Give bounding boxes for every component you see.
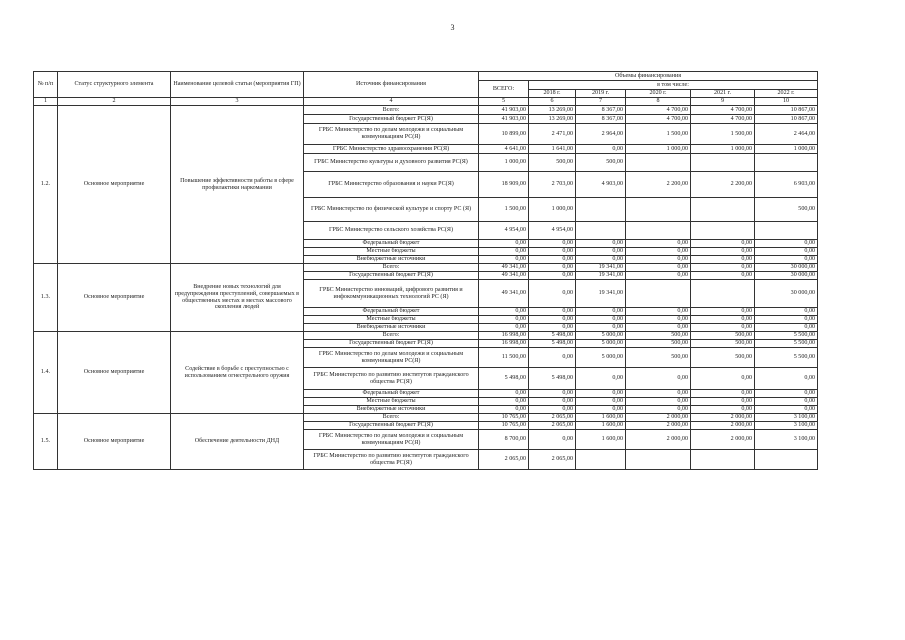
year-value: 0,00 [755,256,818,264]
column-number: 9 [691,98,755,106]
year-value: 1 000,00 [691,145,755,154]
year-value: 0,00 [529,256,576,264]
year-value [576,450,626,470]
year-value: 0,00 [626,324,691,332]
total-value: 10 765,00 [479,414,529,422]
total-value: 16 998,00 [479,332,529,340]
funding-source: ГРБС Министерство по делам молодежи и социальным коммуникациям РС(Я) [304,348,479,368]
year-value: 2 065,00 [529,422,576,430]
total-value: 41 903,00 [479,106,529,115]
funding-source: ГРБС Министерство инноваций, цифрового развития и инфокоммуникационных технологий РС (Я) [304,280,479,308]
group-status: Основное мероприятие [58,264,171,332]
year-value: 0,00 [755,390,818,398]
year-value: 0,00 [529,240,576,248]
funding-source: Местные бюджеты [304,398,479,406]
year-value: 0,00 [691,324,755,332]
year-value: 0,00 [691,398,755,406]
year-value: 0,00 [755,324,818,332]
year-value: 0,00 [529,398,576,406]
funding-source: Всего: [304,332,479,340]
year-value: 0,00 [576,390,626,398]
year-value: 2 000,00 [626,422,691,430]
funding-source: Государственный бюджет РС(Я) [304,340,479,348]
group-number: 1.4. [34,332,58,414]
group-status: Основное мероприятие [58,332,171,414]
year-value: 4 700,00 [626,106,691,115]
year-value: 2 200,00 [626,172,691,198]
year-value: 0,00 [691,316,755,324]
year-value: 0,00 [691,390,755,398]
year-value: 0,00 [626,316,691,324]
funding-source: Федеральный бюджет [304,308,479,316]
total-value: 1 000,00 [479,154,529,172]
year-value: 0,00 [529,308,576,316]
group-name: Повышение эффективности работы в сфере профилактики наркомании [171,106,304,264]
funding-source: Местные бюджеты [304,248,479,256]
year-value: 0,00 [626,248,691,256]
year-value: 0,00 [626,264,691,272]
year-value: 500,00 [576,154,626,172]
funding-source: Местные бюджеты [304,316,479,324]
year-value: 13 269,00 [529,106,576,115]
column-number: 5 [479,98,529,106]
group-name: Обеспечение деятельности ДНД [171,414,304,470]
year-value: 0,00 [691,308,755,316]
year-value: 30 000,00 [755,280,818,308]
year-value: 0,00 [529,390,576,398]
header-name: Наименование целевой статьи (мероприятия ГП) [171,72,304,98]
group-number: 1.5. [34,414,58,470]
total-value: 49 341,00 [479,264,529,272]
year-value: 5 000,00 [576,332,626,340]
year-value: 0,00 [755,398,818,406]
year-value [691,450,755,470]
year-value [755,222,818,240]
year-value [626,222,691,240]
year-value: 3 100,00 [755,430,818,450]
group-status: Основное мероприятие [58,106,171,264]
total-value: 49 341,00 [479,272,529,280]
header-row-1 [34,72,818,81]
year-value: 0,00 [529,406,576,414]
total-value: 0,00 [479,324,529,332]
total-value: 10 899,00 [479,124,529,145]
year-value: 0,00 [576,240,626,248]
year-value [755,154,818,172]
year-value [755,450,818,470]
year-value: 0,00 [576,398,626,406]
total-value: 0,00 [479,398,529,406]
header-year: 2021 г. [691,90,755,98]
year-value: 30 000,00 [755,264,818,272]
header-year: 2020 г. [626,90,691,98]
column-number: 1 [34,98,58,106]
year-value: 5 500,00 [755,348,818,368]
year-value: 1 641,00 [529,145,576,154]
year-value: 5 500,00 [755,332,818,340]
year-value: 2 065,00 [529,450,576,470]
year-value: 0,00 [576,145,626,154]
group-number: 1.2. [34,106,58,264]
total-value: 0,00 [479,316,529,324]
header-volumes: Объемы финансирования [479,72,818,81]
year-value: 6 903,00 [755,172,818,198]
column-number: 10 [755,98,818,106]
year-value: 5 498,00 [529,368,576,390]
financing-table [33,71,818,470]
column-number: 3 [171,98,304,106]
year-value: 500,00 [755,198,818,222]
total-value: 4 954,00 [479,222,529,240]
year-value: 0,00 [626,240,691,248]
year-value: 0,00 [626,308,691,316]
year-value: 2 065,00 [529,414,576,422]
funding-source: Государственный бюджет РС(Я) [304,272,479,280]
funding-source: ГРБС Министерство сельского хозяйства РС(Я) [304,222,479,240]
year-value: 3 100,00 [755,414,818,422]
year-value: 0,00 [529,316,576,324]
year-value: 0,00 [691,264,755,272]
year-value: 500,00 [626,332,691,340]
year-value [626,198,691,222]
column-number: 6 [529,98,576,106]
total-value: 0,00 [479,256,529,264]
year-value: 5 498,00 [529,340,576,348]
total-value: 0,00 [479,240,529,248]
year-value: 4 700,00 [626,115,691,124]
year-value: 1 000,00 [529,198,576,222]
year-value: 1 000,00 [626,145,691,154]
page-number: 3 [450,23,455,32]
funding-source: ГРБС Министерство по физической культуре и спорту РС (Я) [304,198,479,222]
year-value [576,222,626,240]
year-value: 2 000,00 [626,414,691,422]
year-value: 0,00 [691,368,755,390]
table-row [34,414,818,422]
year-value: 0,00 [529,324,576,332]
year-value: 2 471,00 [529,124,576,145]
year-value: 0,00 [576,368,626,390]
year-value: 19 341,00 [576,264,626,272]
funding-source: ГРБС Министерство по развитию институтов гражданского общества РС(Я) [304,450,479,470]
year-value: 0,00 [626,368,691,390]
year-value: 0,00 [755,248,818,256]
year-value: 8 367,00 [576,106,626,115]
total-value: 5 498,00 [479,368,529,390]
funding-source: Всего: [304,264,479,272]
year-value: 1 500,00 [691,124,755,145]
year-value: 500,00 [529,154,576,172]
column-number: 4 [304,98,479,106]
year-value: 0,00 [755,308,818,316]
year-value: 0,00 [529,430,576,450]
year-value: 0,00 [755,368,818,390]
column-number-row [34,98,818,106]
year-value: 0,00 [691,240,755,248]
column-number: 8 [626,98,691,106]
year-value: 1 600,00 [576,414,626,422]
total-value: 1 500,00 [479,198,529,222]
total-value: 18 909,00 [479,172,529,198]
header-year: 2018 г. [529,90,576,98]
year-value: 500,00 [626,340,691,348]
header-total: ВСЕГО: [479,81,529,98]
total-value: 11 500,00 [479,348,529,368]
year-value: 0,00 [529,348,576,368]
year-value [626,154,691,172]
year-value: 0,00 [529,264,576,272]
year-value: 1 600,00 [576,430,626,450]
year-value: 2 000,00 [691,430,755,450]
year-value: 0,00 [576,308,626,316]
column-number: 7 [576,98,626,106]
year-value: 0,00 [755,406,818,414]
year-value: 5 000,00 [576,340,626,348]
funding-source: Внебюджетные источники [304,324,479,332]
year-value: 0,00 [576,406,626,414]
funding-source: ГРБС Министерство здравоохранения РС(Я) [304,145,479,154]
header-status: Статус структурного элемента [58,72,171,98]
funding-source: Внебюджетные источники [304,256,479,264]
total-value: 41 903,00 [479,115,529,124]
funding-source: Всего: [304,414,479,422]
table-row [34,106,818,115]
year-value: 0,00 [691,248,755,256]
year-value: 0,00 [626,406,691,414]
year-value: 0,00 [576,256,626,264]
year-value: 1 500,00 [626,124,691,145]
table-row [34,332,818,340]
year-value: 0,00 [576,324,626,332]
year-value: 0,00 [626,398,691,406]
year-value: 0,00 [576,316,626,324]
funding-source: Внебюджетные источники [304,406,479,414]
total-value: 49 341,00 [479,280,529,308]
year-value: 3 100,00 [755,422,818,430]
year-value: 500,00 [691,348,755,368]
header-num: № п/п [34,72,58,98]
year-value: 5 498,00 [529,332,576,340]
year-value: 2 000,00 [626,430,691,450]
group-name: Содействие в борьбе с преступностью с использованием огнестрельного оружия [171,332,304,414]
year-value [626,280,691,308]
year-value: 2 200,00 [691,172,755,198]
total-value: 0,00 [479,406,529,414]
year-value: 0,00 [626,256,691,264]
year-value: 0,00 [691,256,755,264]
funding-source: Федеральный бюджет [304,390,479,398]
year-value: 0,00 [576,248,626,256]
year-value: 30 000,00 [755,272,818,280]
year-value: 2 000,00 [691,414,755,422]
funding-source: Государственный бюджет РС(Я) [304,422,479,430]
year-value: 2 703,00 [529,172,576,198]
funding-source: ГРБС Министерство по делам молодежи и социальным коммуникациям РС(Я) [304,430,479,450]
year-value: 0,00 [691,406,755,414]
total-value: 4 641,00 [479,145,529,154]
header-source: Источник финансирования [304,72,479,98]
header-incl: в том числе: [529,81,818,90]
year-value [691,222,755,240]
year-value: 1 000,00 [755,145,818,154]
year-value: 500,00 [626,348,691,368]
funding-source: Всего: [304,106,479,115]
funding-source: Государственный бюджет РС(Я) [304,115,479,124]
year-value: 2 464,00 [755,124,818,145]
year-value: 0,00 [626,390,691,398]
year-value: 0,00 [755,316,818,324]
total-value: 8 700,00 [479,430,529,450]
year-value: 0,00 [529,248,576,256]
year-value [576,198,626,222]
year-value: 8 367,00 [576,115,626,124]
year-value: 4 700,00 [691,106,755,115]
total-value: 0,00 [479,248,529,256]
year-value: 4 903,00 [576,172,626,198]
year-value: 5 000,00 [576,348,626,368]
total-value: 0,00 [479,308,529,316]
year-value: 4 954,00 [529,222,576,240]
year-value [691,198,755,222]
year-value: 500,00 [691,332,755,340]
funding-source: ГРБС Министерство образования и науки РС(Я) [304,172,479,198]
total-value: 16 998,00 [479,340,529,348]
year-value [691,280,755,308]
column-number: 2 [58,98,171,106]
table-row [34,264,818,272]
year-value: 500,00 [691,340,755,348]
year-value: 0,00 [529,272,576,280]
year-value: 13 269,00 [529,115,576,124]
funding-source: ГРБС Министерство по развитию институтов гражданского общества РС(Я) [304,368,479,390]
funding-source: ГРБС Министерство по делам молодежи и социальным коммуникациям РС(Я) [304,124,479,145]
year-value [626,450,691,470]
year-value: 19 341,00 [576,272,626,280]
year-value: 10 867,00 [755,106,818,115]
year-value: 10 867,00 [755,115,818,124]
funding-source: Федеральный бюджет [304,240,479,248]
year-value: 0,00 [529,280,576,308]
total-value: 10 765,00 [479,422,529,430]
year-value: 2 000,00 [691,422,755,430]
year-value: 1 600,00 [576,422,626,430]
year-value: 19 341,00 [576,280,626,308]
header-year: 2022 г. [755,90,818,98]
year-value: 0,00 [691,272,755,280]
group-status: Основное мероприятие [58,414,171,470]
total-value: 0,00 [479,390,529,398]
year-value: 4 700,00 [691,115,755,124]
year-value: 2 964,00 [576,124,626,145]
year-value [691,154,755,172]
header-year: 2019 г. [576,90,626,98]
year-value: 0,00 [755,240,818,248]
year-value: 0,00 [626,272,691,280]
group-name: Внедрение новых технологий для предупреждения преступлений, совершаемых в общественных местах и местах массового скопления людей [171,264,304,332]
total-value: 2 065,00 [479,450,529,470]
funding-source: ГРБС Министерство культуры и духовного развития РС(Я) [304,154,479,172]
year-value: 5 500,00 [755,340,818,348]
group-number: 1.3. [34,264,58,332]
